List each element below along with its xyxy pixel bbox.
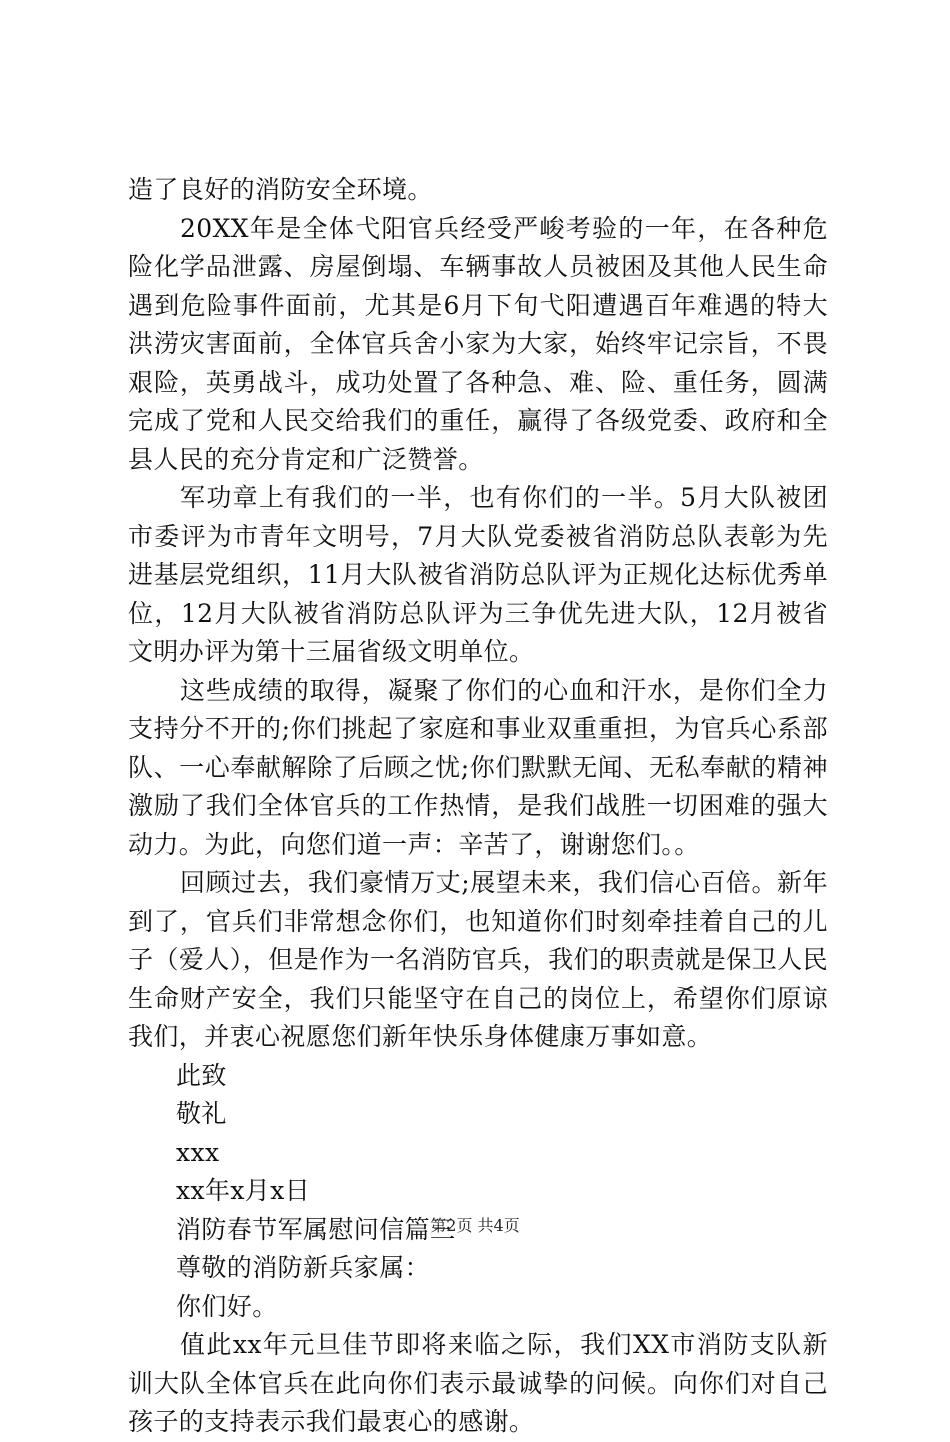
page-footer: 第2页 共4页 — [430, 1216, 520, 1235]
paragraph-3: 军功章上有我们的一半，也有你们的一半。5月大队被团市委评为市青年文明号，7月大队党委被省消防总队表彰为先进基层党组织，11月大队被省消防总队评为正规化达标优秀单位，12月大队被省消防总队评为三争优先进大队，12月被省文明办评为第十三届省级文明单位。 — [128, 483, 828, 666]
section-heading: 消防春节军属慰问信篇三 — [176, 1214, 456, 1244]
paragraph-1: 造了良好的消防安全环境。 — [128, 175, 433, 204]
document-body — [128, 171, 828, 1442]
paragraph-2: 20XX年是全体弋阳官兵经受严峻考验的一年，在各种危险化学品泄露、房屋倒塌、车辆事故人员被困及其他人民生命遇到危险事件面前，尤其是6月下旬弋阳遭遇百年难遇的特大洪涝灾害面前，全体官兵舍小家为大家，始终牢记宗旨，不畏艰险，英勇战斗，成功处置了各种急、难、险、重任务，圆满完成了党和人民交给我们的重任，赢得了各级党委、政府和全县人民的充分肯定和广泛赞誉。 — [128, 213, 828, 474]
paragraph-final: 值此xx年元旦佳节即将来临之际，我们XX市消防支队新训大队全体官兵在此向你们表示最诚挚的问候。向你们对自己孩子的支持表示我们最衷心的感谢。 — [128, 1330, 828, 1436]
signature: xxx — [176, 1137, 220, 1167]
closing-salutation: 此致 — [176, 1060, 227, 1090]
closing-regards: 敬礼 — [176, 1099, 227, 1128]
date-line: xx年x月x日 — [176, 1176, 311, 1205]
greeting: 你们好。 — [176, 1291, 278, 1321]
paragraph-5: 回顾过去，我们豪情万丈;展望未来，我们信心百倍。新年到了，官兵们非常想念你们，也知道你们时刻牵挂着自己的儿子（爱人），但是作为一名消防官兵，我们的职责就是保卫人民生命财产安全，我们只能坚守在自己的岗位上，希望你们原谅我们，并衷心祝愿您们新年快乐身体健康万事如意。 — [128, 868, 828, 1051]
greeting-addressee: 尊敬的消防新兵家属： — [176, 1253, 431, 1282]
paragraph-4: 这些成绩的取得，凝聚了你们的心血和汗水，是你们全力支持分不开的;你们挑起了家庭和事业双重重担，为官兵心系部队、一心奉献解除了后顾之忧;你们默默无闻、无私奉献的精神激励了我们全体官兵的工作热情，是我们战胜一切困难的强大动力。为此，向您们道一声：辛苦了，谢谢您们。。 — [128, 675, 828, 859]
